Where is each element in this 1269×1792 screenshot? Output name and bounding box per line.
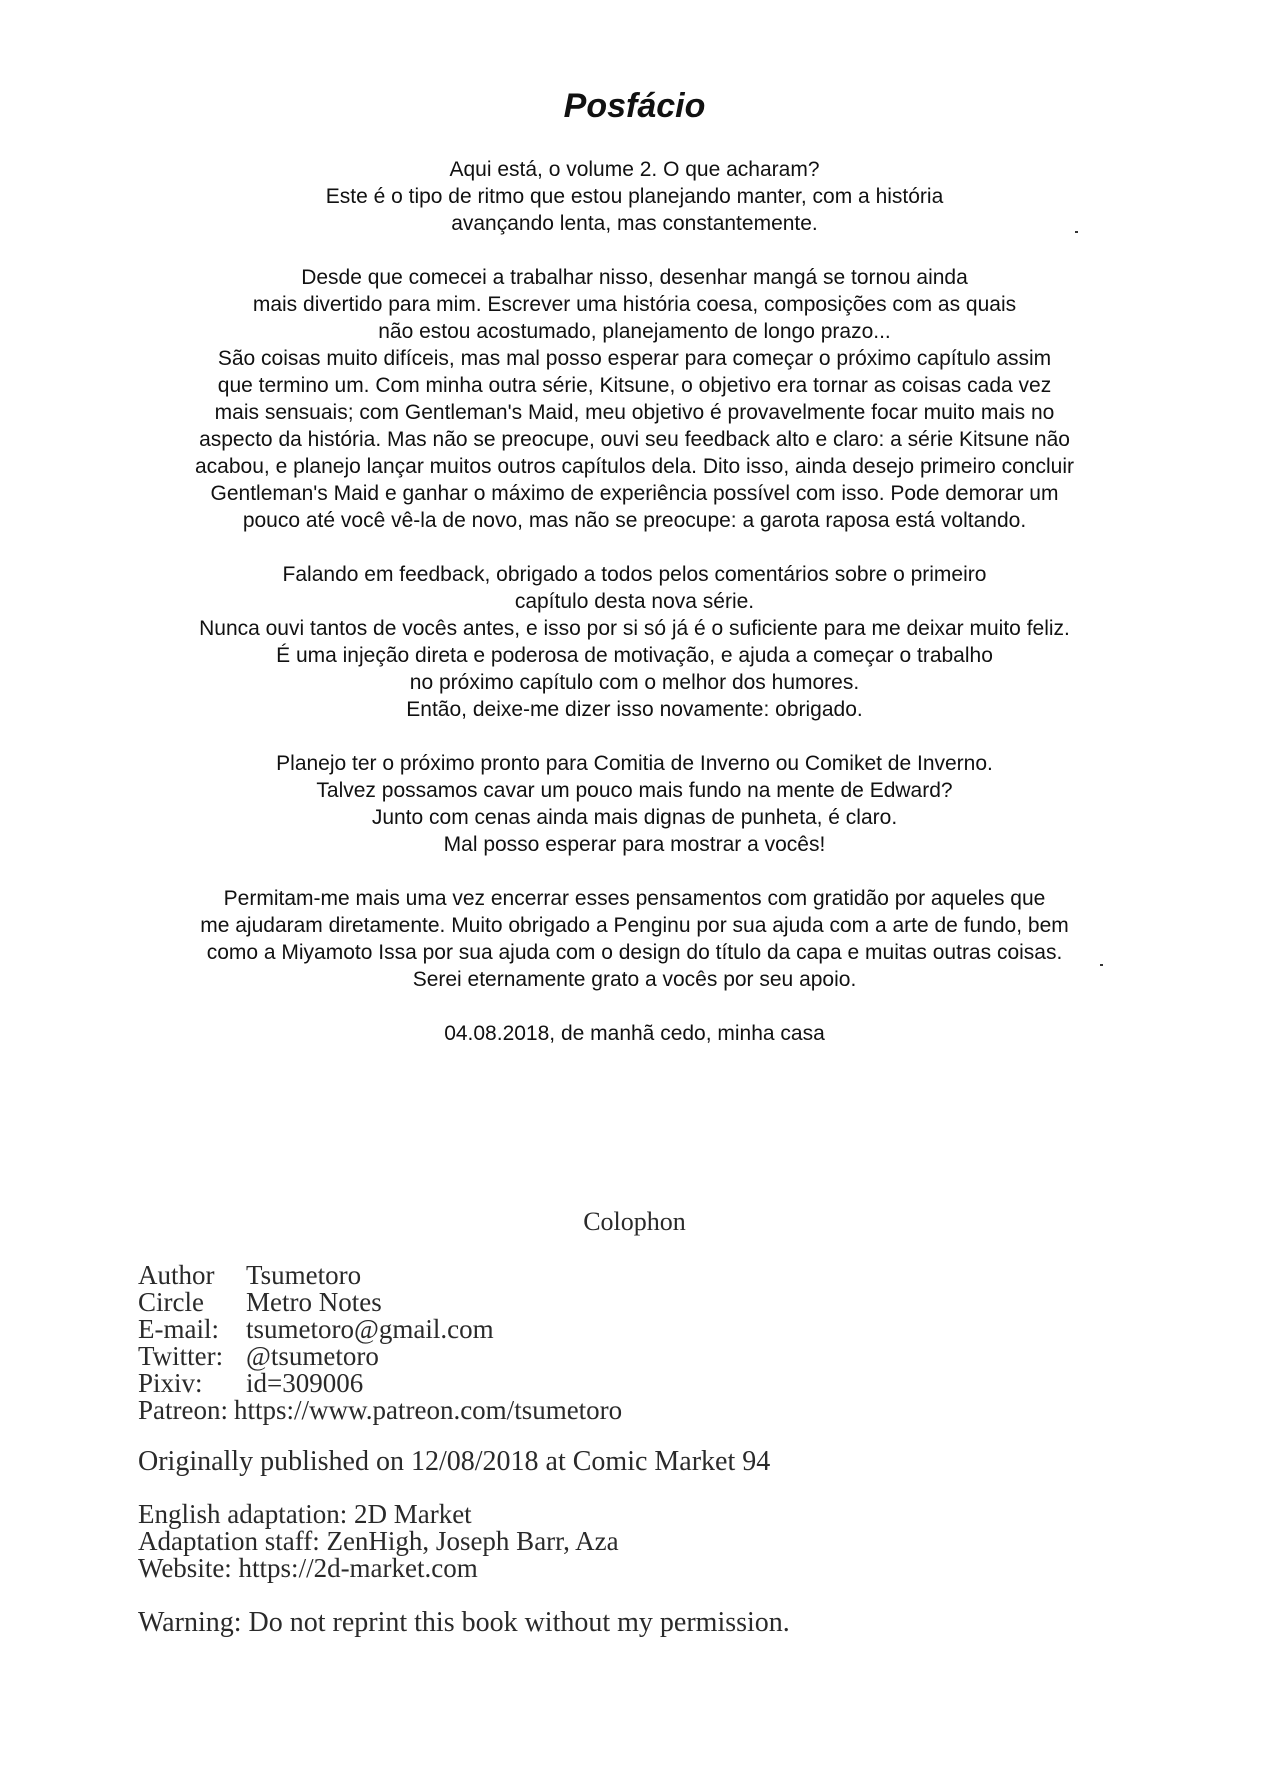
text-line: Então, deixe-me dizer isso novamente: obrigado. bbox=[406, 698, 863, 721]
reprint-warning: Warning: Do not reprint this book without my permission. bbox=[138, 1607, 790, 1638]
text-line: Nunca ouvi tantos de vocês antes, e isso por si só já é o suficiente para me deixar muito feliz. bbox=[199, 617, 1070, 640]
afterword-paragraph-3 bbox=[0, 561, 1269, 723]
text-line: pouco até você vê-la de novo, mas não se preocupe: a garota raposa está voltando. bbox=[242, 509, 1027, 532]
afterword-date-line: 04.08.2018, de manhã cedo, minha casa bbox=[444, 1022, 825, 1045]
text-line: Desde que comecei a trabalhar nisso, desenhar mangá se tornou ainda bbox=[301, 266, 968, 289]
text-line: Talvez possamos cavar um pouco mais fundo na mente de Edward? bbox=[316, 779, 953, 802]
afterword-section bbox=[0, 86, 1269, 1047]
credit-label: Patreon: bbox=[138, 1395, 228, 1425]
adaptation-line: English adaptation: 2D Market bbox=[138, 1499, 472, 1529]
text-line: Mal posso esperar para mostrar a vocês! bbox=[443, 833, 826, 856]
text-line: me ajudaram diretamente. Muito obrigado a Penginu por sua ajuda com a arte de fundo, bem bbox=[200, 914, 1069, 937]
adaptation-line: Adaptation staff: ZenHigh, Joseph Barr, Aza bbox=[138, 1526, 619, 1556]
credit-value: @tsumetoro bbox=[246, 1341, 379, 1371]
credit-value: Tsumetoro bbox=[246, 1260, 362, 1290]
text-line: Aqui está, o volume 2. O que acharam? bbox=[449, 158, 820, 181]
text-line: São coisas muito difíceis, mas mal posso esperar para começar o próximo capítulo assim bbox=[217, 347, 1052, 370]
text-line: aspecto da história. Mas não se preocupe, ouvi seu feedback alto e claro: a série Kitsune não bbox=[199, 428, 1070, 451]
text-line: como a Miyamoto Issa por sua ajuda com o design do título da capa e muitas outras coisas. bbox=[206, 941, 1063, 964]
text-line: Junto com cenas ainda mais dignas de punheta, é claro. bbox=[371, 806, 898, 829]
credit-row-email bbox=[138, 1316, 790, 1343]
afterword-paragraph-4 bbox=[0, 750, 1269, 858]
text-line: avançando lenta, mas constantemente. bbox=[451, 212, 818, 235]
text-line: Serei eternamente grato a vocês por seu apoio. bbox=[412, 968, 857, 991]
text-line: acabou, e planejo lançar muitos outros capítulos dela. Dito isso, ainda desejo primeiro concluir bbox=[195, 455, 1074, 478]
afterword-paragraph-1 bbox=[0, 156, 1269, 237]
text-line: Planejo ter o próximo pronto para Comitia de Inverno ou Comiket de Inverno. bbox=[276, 752, 993, 775]
text-line: Este é o tipo de ritmo que estou planejando manter, com a história bbox=[325, 185, 944, 208]
credit-row-pixiv bbox=[138, 1370, 790, 1397]
text-line: Falando em feedback, obrigado a todos pelos comentários sobre o primeiro bbox=[282, 563, 987, 586]
publication-note: Originally published on 12/08/2018 at Comic Market 94 bbox=[138, 1446, 771, 1477]
adaptation-line: Website: https://2d-market.com bbox=[138, 1553, 478, 1583]
afterword-title: Posfácio bbox=[563, 87, 706, 125]
credit-label: E-mail: bbox=[138, 1314, 219, 1344]
credit-value: https://www.patreon.com/tsumetoro bbox=[233, 1395, 623, 1425]
credit-value: Metro Notes bbox=[246, 1287, 382, 1317]
colophon-title: Colophon bbox=[583, 1207, 686, 1236]
credit-row-patreon bbox=[138, 1397, 790, 1424]
afterword-paragraph-2 bbox=[0, 264, 1269, 534]
colophon-body bbox=[138, 1262, 790, 1638]
credit-row-twitter bbox=[138, 1343, 790, 1370]
text-line: mais sensuais; com Gentleman's Maid, meu objetivo é provavelmente focar muito mais no bbox=[214, 401, 1055, 424]
text-line: É uma injeção direta e poderosa de motivação, e ajuda a começar o trabalho bbox=[276, 644, 993, 667]
credit-label: Twitter: bbox=[138, 1341, 224, 1371]
text-line: que termino um. Com minha outra série, Kitsune, o objetivo era tornar as coisas cada vez bbox=[217, 374, 1052, 397]
credit-label: Author bbox=[138, 1260, 215, 1290]
credit-value: tsumetoro@gmail.com bbox=[246, 1314, 494, 1344]
text-line: Gentleman's Maid e ganhar o máximo de experiência possível com isso. Pode demorar um bbox=[210, 482, 1059, 505]
text-line: no próximo capítulo com o melhor dos humores. bbox=[409, 671, 860, 694]
text-line: não estou acostumado, planejamento de longo prazo... bbox=[378, 320, 891, 343]
credit-label: Pixiv: bbox=[138, 1368, 203, 1398]
text-line: Permitam-me mais uma vez encerrar esses pensamentos com gratidão por aqueles que bbox=[223, 887, 1046, 910]
credit-row-author bbox=[138, 1262, 790, 1289]
credit-label: Circle bbox=[138, 1287, 204, 1317]
credit-value: id=309006 bbox=[246, 1368, 364, 1398]
credit-row-circle bbox=[138, 1289, 790, 1316]
adaptation-credits bbox=[138, 1501, 790, 1582]
afterword-paragraph-5 bbox=[0, 885, 1269, 993]
text-line: capítulo desta nova série. bbox=[514, 590, 755, 613]
text-line: mais divertido para mim. Escrever uma história coesa, composições com as quais bbox=[252, 293, 1017, 316]
